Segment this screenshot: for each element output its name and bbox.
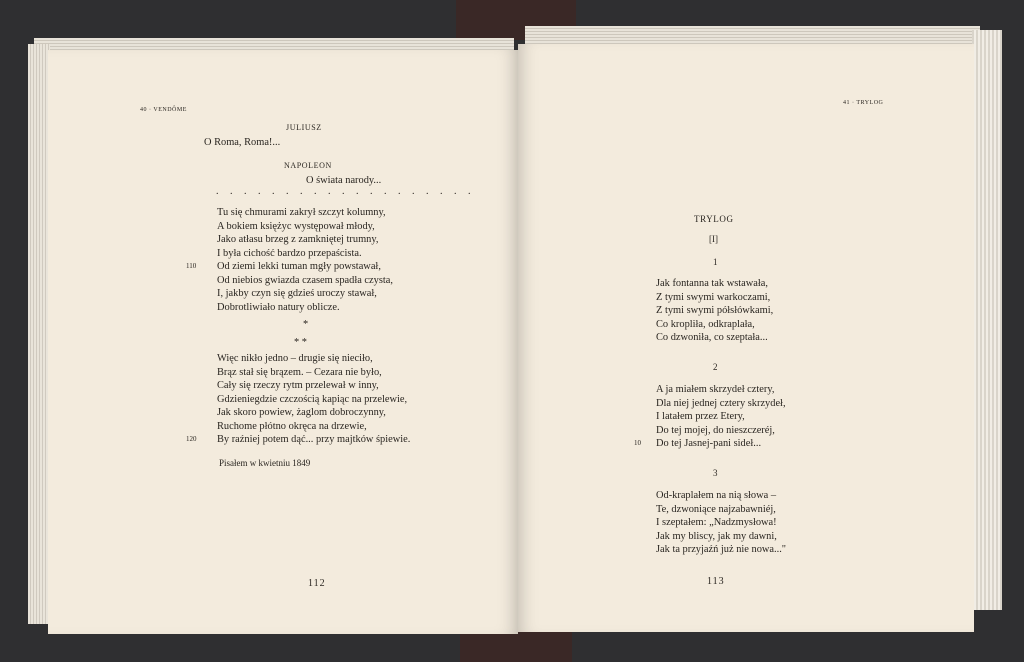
verse-line: A bokiem księżyc występował młody, <box>217 220 375 232</box>
right-page <box>518 44 974 632</box>
part-number: 2 <box>713 362 718 372</box>
verse-line: Dla niej jednej cztery skrzydeł, <box>656 397 786 409</box>
page-edges-right <box>972 30 1002 610</box>
left-page <box>48 50 518 634</box>
verse-line: Ruchome płótno okręca na drzewie, <box>217 420 367 432</box>
speech-napoleon: O świata narody... <box>306 175 382 186</box>
verse-line: Od ziemi lekki tuman mgły powstawał, <box>217 261 381 272</box>
running-header-left: 40 · VENDÔME <box>140 107 187 113</box>
verse-line: Gdzieniegdzie czczością kapiąc na przelewie, <box>217 393 408 405</box>
verse-line: I, jakby czyn się gdzieś uroczy stawał, <box>217 288 377 299</box>
section-marker: [I] <box>709 234 718 244</box>
line-number: 120 <box>186 435 197 443</box>
line-number: 110 <box>186 262 197 270</box>
verse-line: Z tymi swymi warkoczami, <box>656 291 771 303</box>
verse-line: Cały się rzeczy rytm przelewał w inny, <box>217 380 379 391</box>
verse-line: I była cichość bardzo przepaścista. <box>217 247 362 259</box>
verse-line: Do tej Jasnej-pani sideł... <box>656 438 762 449</box>
verse-line: Jak fontanna tak wstawała, <box>656 278 768 289</box>
page-edges-left <box>28 44 50 624</box>
page-number-right: 113 <box>707 576 725 587</box>
verse-line: Te, dzwoniące najzabawniéj, <box>656 503 776 515</box>
verse-line: Do tej mojej, do nieszczeréj, <box>656 424 775 436</box>
verse-line: I latałem przez Etery, <box>656 411 745 422</box>
ellipsis-row: . . . . . . . . . . . . . . . . . . . <box>216 186 475 197</box>
speech-juliusz: O Roma, Roma!... <box>204 137 281 148</box>
colophon: Pisałem w kwietniu 1849 <box>219 458 311 468</box>
part-number: 3 <box>713 468 718 478</box>
verse-line: Jako atłasu brzeg z zamkniętej trumny, <box>217 234 379 245</box>
verse-line: Jak ta przyjaźń już nie nowa..." <box>656 544 787 555</box>
part-number: 1 <box>713 257 718 267</box>
page-number-left: 112 <box>308 578 326 589</box>
verse-line: Od-kraplałem na nią słowa – <box>656 490 777 501</box>
speaker-napoleon: NAPOLEON <box>284 161 332 170</box>
asterism-top: * <box>303 319 309 330</box>
speaker-juliusz: JULIUSZ <box>286 123 322 132</box>
verse-line: Brąz stał się brązem. – Cezara nie było, <box>217 366 382 378</box>
page-edges-top-right <box>525 26 980 46</box>
verse-line: I szeptałem: „Nadzmysłowa! <box>656 517 777 528</box>
verse-line: Od niebios gwiazda czasem spadła czysta, <box>217 274 393 286</box>
line-number: 10 <box>634 439 641 447</box>
verse-line: A ja miałem skrzydeł cztery, <box>656 384 775 395</box>
verse-line: Jak my bliscy, jak my dawni, <box>656 530 777 542</box>
verse-line: Dobrotliwiało natury oblicze. <box>217 301 340 313</box>
verse-line: Co dzwoniła, co szeptała... <box>656 332 768 343</box>
asterism-bottom: * * <box>294 337 307 348</box>
verse-line: Co kropliła, odkraplała, <box>656 318 755 330</box>
verse-line: Tu się chmurami zakrył szczyt kolumny, <box>217 207 386 218</box>
poem-title: TRYLOG <box>694 214 734 224</box>
verse-line: By raźniej potem dąć... przy majtków śpiewie. <box>217 434 411 445</box>
verse-line: Z tymi swymi półsłówkami, <box>656 305 774 316</box>
verse-line: Więc nikło jedno – drugie się nieciło, <box>217 353 373 364</box>
running-header-right: 41 · TRYLOG <box>843 100 884 106</box>
verse-line: Jak skoro powiew, żaglom dobroczynny, <box>217 407 386 418</box>
